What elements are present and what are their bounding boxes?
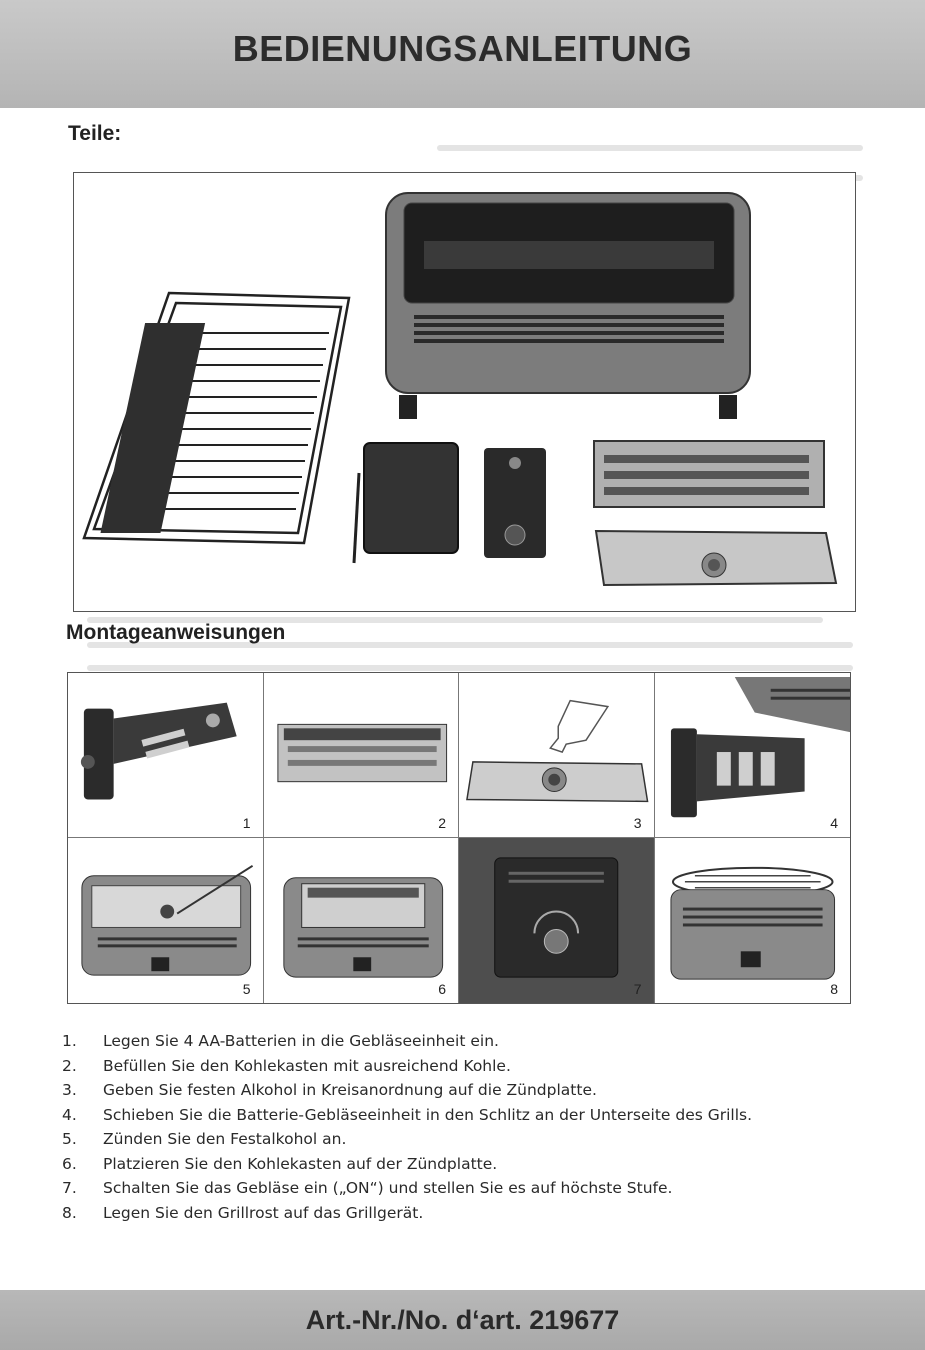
panel-number: 2: [438, 815, 446, 831]
step-text: Legen Sie den Grillrost auf das Grillgerät.: [103, 1203, 424, 1222]
panel-number: 4: [830, 815, 838, 831]
parts-heading: Teile:: [68, 122, 122, 145]
step-number: 8.: [62, 1203, 77, 1222]
step-text: Befüllen Sie den Kohlekasten mit ausreichend Kohle.: [103, 1056, 511, 1075]
step-text: Schalten Sie das Gebläse ein („ON“) und stellen Sie es auf höchste Stufe.: [103, 1179, 673, 1197]
step-number: 4.: [62, 1105, 77, 1124]
step-text: Legen Sie 4 AA-Batterien in die Gebläseeinheit ein.: [103, 1032, 499, 1050]
assembly-panel-7: [459, 838, 655, 1003]
assembly-panel-5: [68, 838, 264, 1003]
solid-alcohol-plate-illustration: [459, 673, 654, 837]
assembly-steps-grid: [67, 672, 851, 1004]
panel-number: 7: [633, 981, 642, 997]
assembly-panel-6: [264, 838, 460, 1003]
panel-number: 5: [242, 981, 251, 997]
step-item: [62, 1130, 862, 1155]
assembly-panel-4: [655, 673, 851, 838]
panel-number: 6: [438, 981, 446, 997]
ignite-alcohol-illustration: [68, 838, 263, 1003]
article-number: Art.-Nr./No. d‘art. 219677: [305, 1305, 620, 1335]
step-number: 3.: [62, 1081, 77, 1099]
assembly-panel-3: [459, 673, 655, 838]
step-number: 5.: [62, 1130, 77, 1148]
parts-illustration: [73, 172, 856, 612]
step-text: Geben Sie festen Alkohol in Kreisanordnung auf die Zündplatte.: [103, 1081, 597, 1099]
step-number: 2.: [62, 1056, 77, 1075]
fan-switch-on-illustration: [459, 838, 654, 1003]
charcoal-box-illustration: [594, 441, 824, 507]
step-text: Schieben Sie die Batterie-Gebläseeinheit in den Schlitz an der Unterseite des Grills.: [103, 1105, 753, 1124]
panel-number: 3: [633, 815, 642, 831]
fan-slot-insert-illustration: [655, 673, 851, 837]
step-item: [62, 1081, 862, 1106]
step-number: 7.: [62, 1179, 77, 1197]
assembly-step-list: [62, 1032, 862, 1228]
fan-unit-illustration: [354, 443, 546, 563]
panel-number: 1: [242, 815, 251, 831]
panel-number: 8: [830, 981, 838, 997]
step-number: 1.: [62, 1032, 77, 1050]
place-grill-rack-illustration: [655, 838, 851, 1003]
step-item: [62, 1057, 862, 1082]
charcoal-box-fill-illustration: [264, 673, 459, 837]
step-item: [62, 1155, 862, 1180]
step-text: Zünden Sie den Festalkohol an.: [103, 1130, 347, 1148]
step-item: [62, 1106, 862, 1131]
step-item: [62, 1179, 862, 1204]
ignition-plate-illustration: [596, 531, 836, 585]
step-item: [62, 1032, 862, 1057]
grill-body-illustration: [386, 193, 750, 419]
assembly-panel-1: [68, 673, 264, 838]
place-charcoal-box-illustration: [264, 838, 459, 1003]
assembly-panel-2: [264, 673, 460, 838]
step-item: [62, 1204, 862, 1229]
assembly-panel-8: [655, 838, 851, 1003]
step-number: 6.: [62, 1154, 77, 1173]
fan-battery-insert-illustration: [68, 673, 263, 837]
assembly-heading: Montageanweisungen: [66, 621, 286, 644]
document-title: BEDIENUNGSANLEITUNG: [232, 28, 693, 69]
step-text: Platzieren Sie den Kohlekasten auf der Zündplatte.: [103, 1154, 498, 1173]
parts-drawing: [74, 173, 857, 613]
